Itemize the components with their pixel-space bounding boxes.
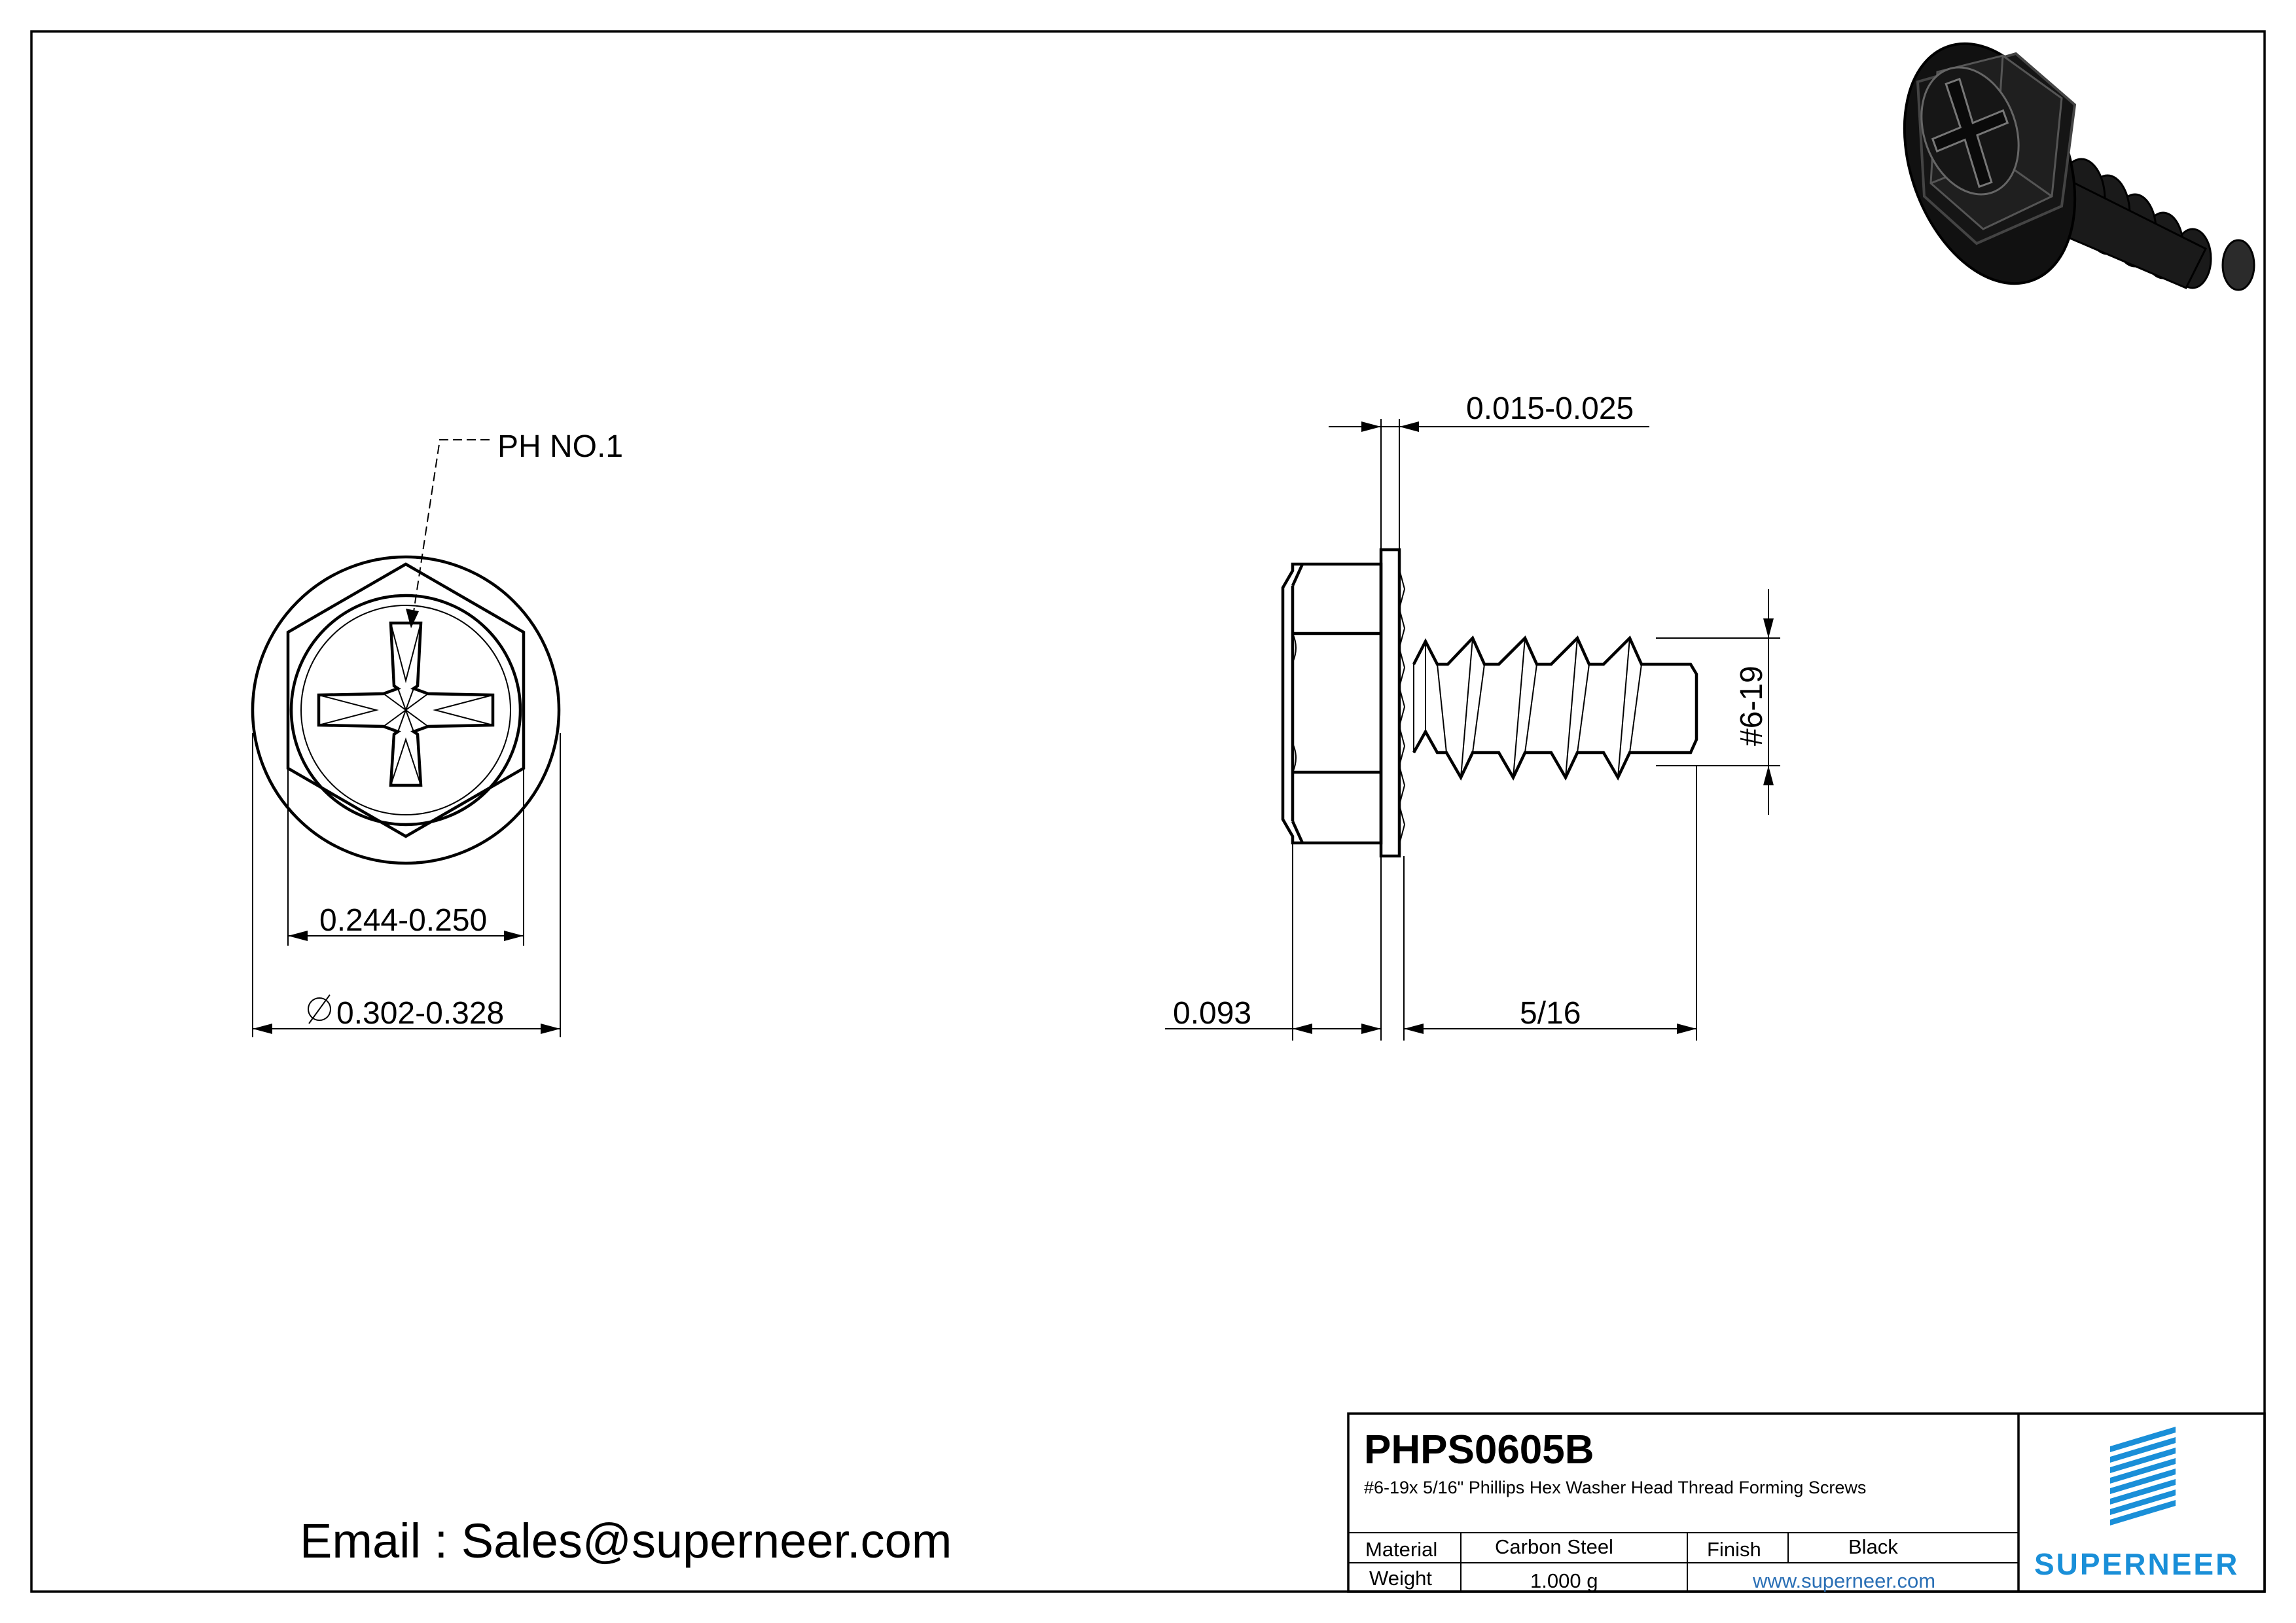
drive-leader-line [412, 440, 490, 620]
head-height-label: 0.093 [1173, 996, 1252, 1031]
part-description: #6-19x 5/16" Phillips Hex Washer Head Thread Forming Screws [1364, 1478, 1867, 1497]
drawing-border [31, 31, 2265, 1592]
phillips-cross [319, 623, 493, 785]
website-link[interactable] [1752, 1569, 1935, 1592]
brand-name: SUPERNEER [2034, 1547, 2240, 1581]
email-contact: Email : Sales@superneer.com [300, 1514, 952, 1568]
washer-side [1381, 550, 1399, 856]
finish-label: Finish [1707, 1538, 1761, 1561]
title-block [1348, 1414, 2265, 1592]
thread-profile [1414, 638, 1696, 777]
side-view [1165, 391, 1780, 1041]
diameter-symbol-icon [308, 995, 331, 1024]
hex-head-side [1283, 564, 1381, 843]
across-flats-label: 0.244-0.250 [319, 903, 488, 938]
top-view [253, 429, 623, 1037]
finish-value: Black [1848, 1535, 1898, 1558]
drive-label: PH NO.1 [497, 429, 624, 464]
thread-label: #6-19 [1734, 666, 1769, 746]
washer-thickness-label: 0.015-0.025 [1466, 391, 1634, 426]
material-label: Material [1365, 1538, 1438, 1561]
washer-diameter-label: 0.302-0.328 [336, 996, 505, 1031]
weight-label: Weight [1369, 1567, 1432, 1590]
svg-text:www.superneer.com: www.superneer.com [1753, 1569, 1936, 1592]
superneer-logo-icon [2110, 1427, 2176, 1525]
length-label: 5/16 [1520, 996, 1581, 1031]
material-value: Carbon Steel [1495, 1535, 1613, 1558]
weight-value: 1.000 g [1530, 1569, 1598, 1592]
part-number: PHPS0605B [1364, 1427, 1594, 1472]
screw-3d-render-icon [1873, 20, 2254, 307]
